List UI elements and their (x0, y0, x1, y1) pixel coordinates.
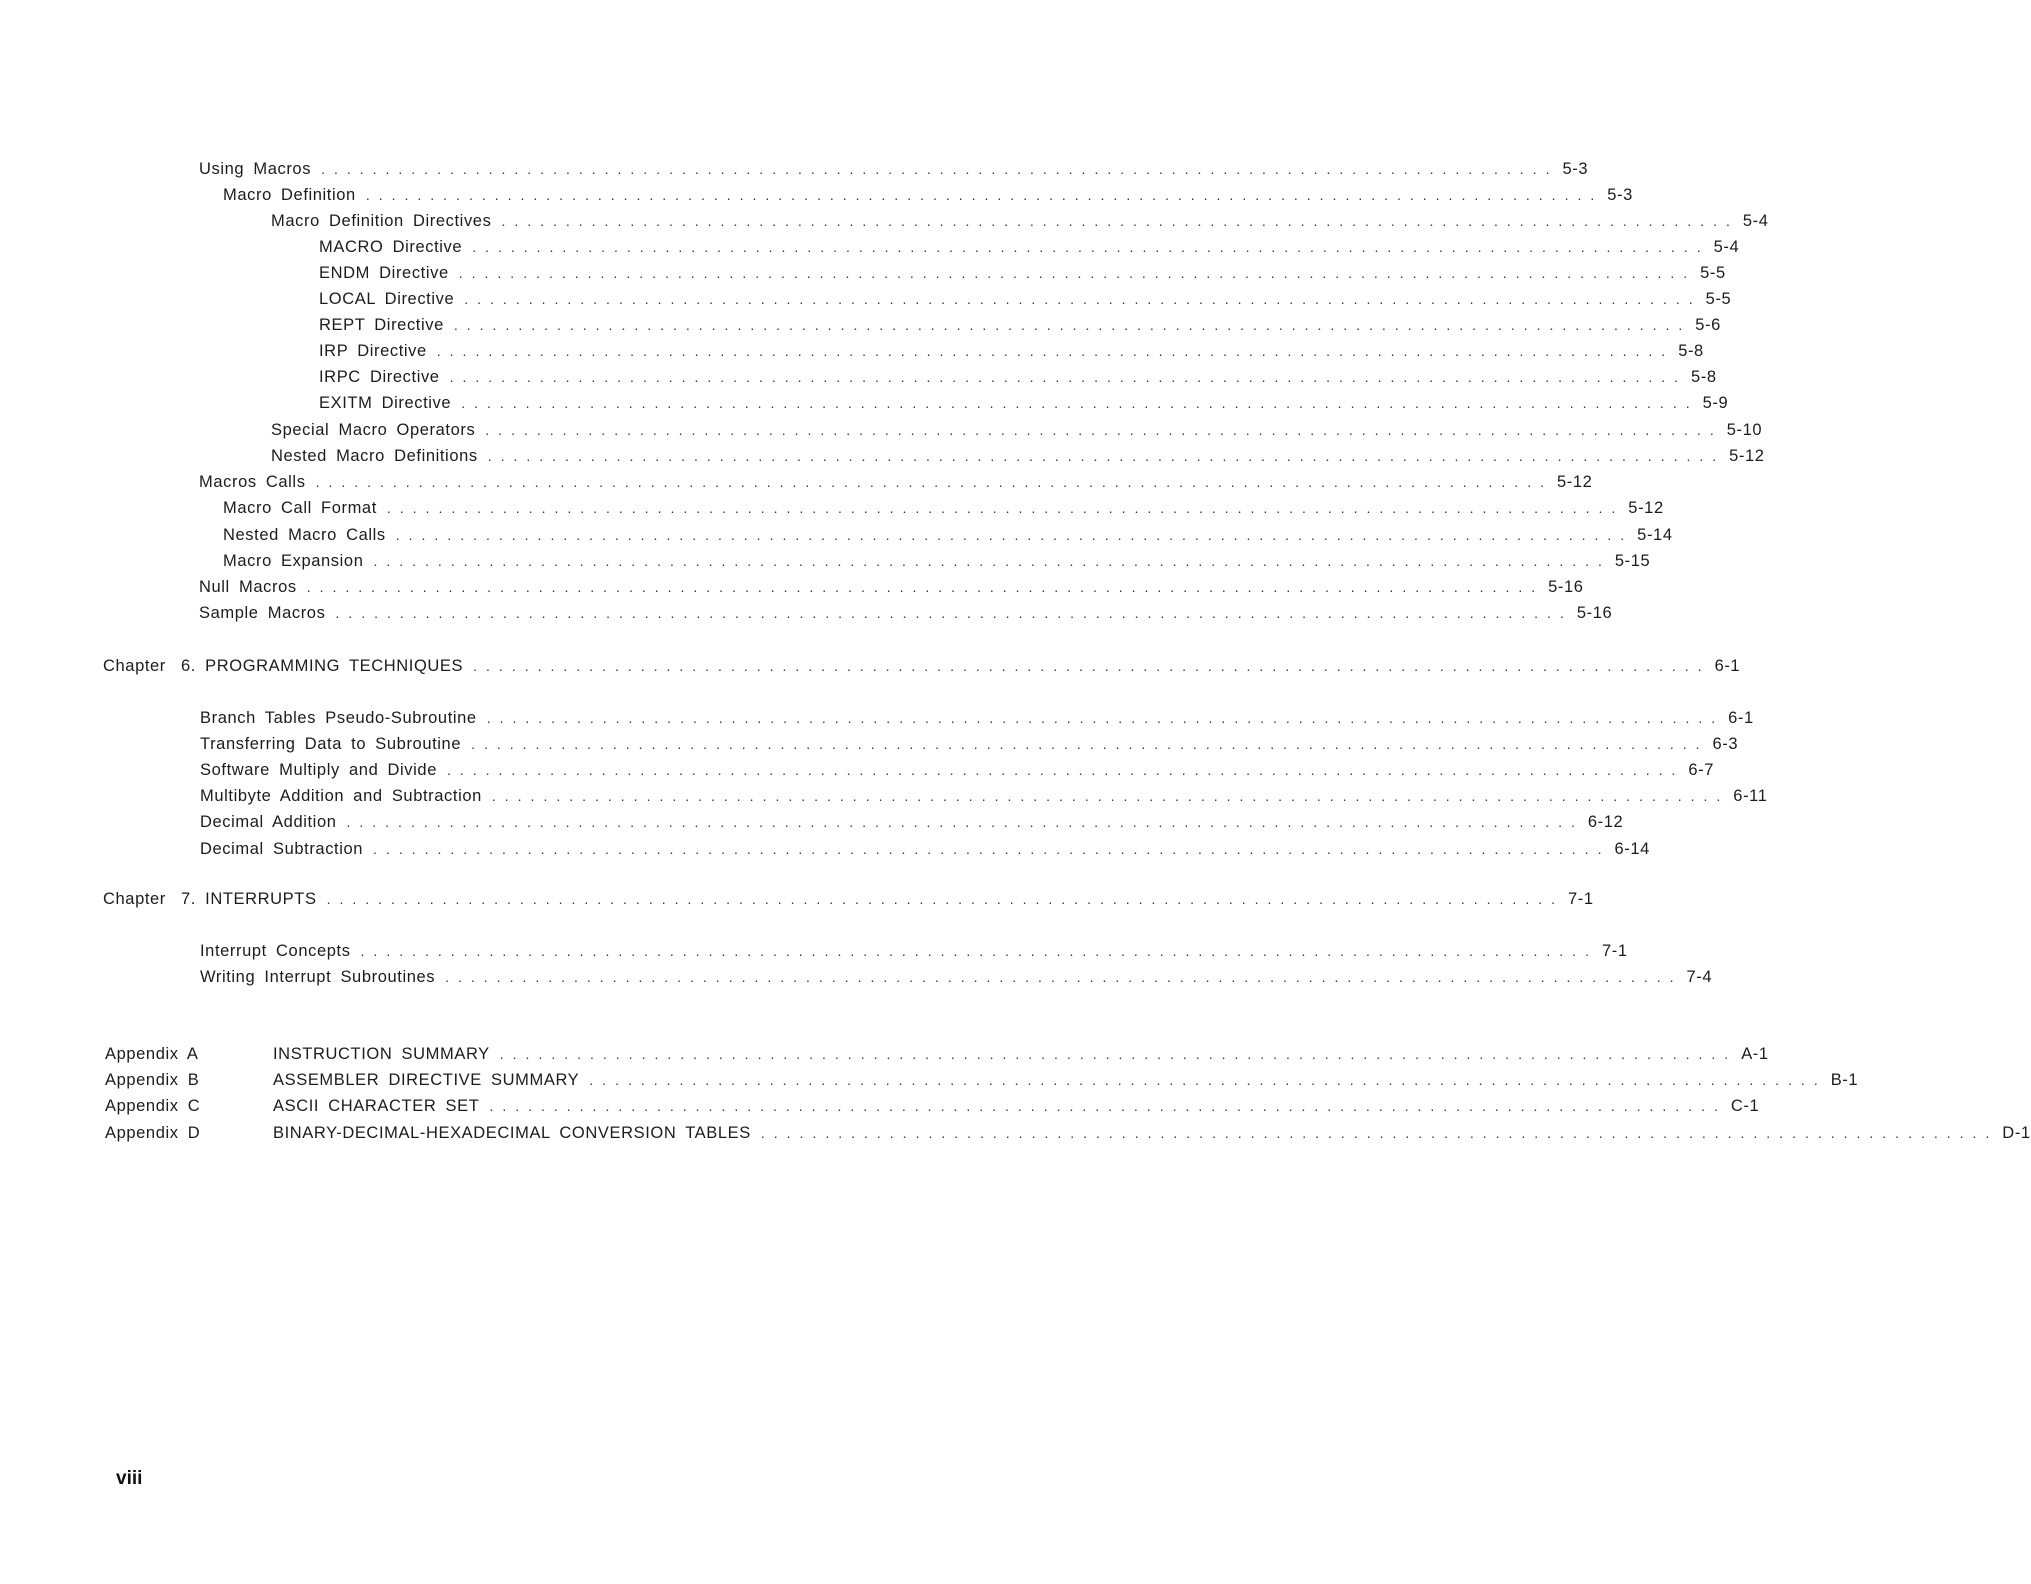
chapter-title: 6. PROGRAMMING TECHNIQUES (181, 657, 464, 675)
toc-entry-label: Multibyte Addition and Subtraction (200, 787, 482, 805)
toc-entry-label: Software Multiply and Divide (200, 761, 437, 779)
chapter-heading (103, 890, 1594, 914)
toc-entry-label: Macro Call Format (223, 499, 377, 517)
toc-entry-page: 7-4 (1686, 968, 1713, 986)
dot-leader: ................................................................................................ (365, 187, 1604, 203)
toc-entry-label: Branch Tables Pseudo-Subroutine (200, 709, 477, 727)
toc-entry-page: 6-14 (1614, 840, 1650, 858)
chapter-prefix: Chapter (103, 890, 166, 908)
dot-leader: ................................................................................................ (760, 1125, 1999, 1141)
dot-leader: ................................................................................................ (386, 500, 1625, 516)
chapter-page: 7-1 (1567, 890, 1594, 908)
toc-entry (319, 394, 1729, 418)
dot-leader: ................................................................................................ (472, 239, 1710, 255)
dot-leader: ................................................................................................ (449, 369, 1687, 385)
dot-leader: ................................................................................................ (446, 762, 1685, 778)
toc-entry (223, 552, 1651, 576)
toc-entry (200, 761, 1715, 785)
toc-entry (319, 290, 1732, 314)
appendix-prefix: Appendix D (105, 1124, 201, 1142)
toc-entry-page: 5-3 (1607, 186, 1633, 204)
dot-leader: ................................................................................................ (321, 161, 1559, 177)
toc-entry-page: 5-14 (1637, 526, 1673, 544)
toc-entry-page: 5-6 (1695, 316, 1721, 334)
toc-entry-label: Special Macro Operators (271, 421, 476, 439)
toc-entry (319, 316, 1721, 340)
chapter-prefix: Chapter (103, 657, 166, 675)
toc-entry-page: 6-1 (1728, 709, 1754, 727)
toc-entry-page: 5-12 (1556, 473, 1593, 491)
toc-entry (223, 499, 1664, 523)
dot-leader: ................................................................................................ (464, 291, 1702, 307)
dot-leader: ................................................................................................ (487, 448, 1726, 464)
toc-entry-page: 5-8 (1678, 342, 1704, 360)
toc-entry (199, 473, 1593, 497)
page-number: viii (116, 1468, 143, 1489)
toc-entry (319, 264, 1726, 288)
toc-entry-label: Nested Macro Definitions (271, 447, 478, 465)
dot-leader: ................................................................................................ (499, 1046, 1738, 1062)
toc-entry (319, 368, 1717, 392)
toc-entry-label: Sample Macros (199, 604, 326, 622)
toc-entry-page: 5-12 (1729, 447, 1765, 465)
toc-entry-label: REPT Directive (319, 316, 444, 334)
toc-entry-label: LOCAL Directive (319, 290, 455, 308)
toc-entry-label: EXITM Directive (319, 394, 452, 412)
appendix-page: B-1 (1830, 1071, 1859, 1089)
toc-entry-page: 5-5 (1700, 264, 1726, 282)
appendix-title: BINARY-DECIMAL-HEXADECIMAL CONVERSION TABLES (273, 1124, 751, 1142)
appendix-entry (105, 1097, 1760, 1121)
toc-entry-page: 5-16 (1548, 578, 1584, 596)
chapter-title: 7. INTERRUPTS (181, 890, 317, 908)
toc-entry-label: Macros Calls (199, 473, 306, 491)
toc-entry-page: 5-8 (1691, 368, 1717, 386)
dot-leader: ................................................................................................ (445, 969, 1683, 985)
toc-entry-page: 5-12 (1628, 499, 1664, 517)
toc-entry-label: Null Macros (199, 578, 297, 596)
toc-entry (199, 578, 1584, 602)
dot-leader: ................................................................................................ (453, 317, 1692, 333)
appendix-entry (105, 1071, 1859, 1095)
dot-leader: ................................................................................................ (473, 658, 1711, 674)
toc-entry (200, 787, 1768, 811)
toc-entry (199, 604, 1613, 628)
appendix-entry (105, 1124, 2031, 1148)
dot-leader: ................................................................................................ (360, 943, 1598, 959)
dot-leader: ................................................................................................ (373, 841, 1611, 857)
dot-leader: ................................................................................................ (589, 1072, 1827, 1088)
appendix-title: ASSEMBLER DIRECTIVE SUMMARY (273, 1071, 580, 1089)
appendix-page: A-1 (1741, 1045, 1769, 1063)
toc-entry-label: ENDM Directive (319, 264, 449, 282)
chapter-page: 6-1 (1714, 657, 1741, 675)
dot-leader: ................................................................................................ (491, 788, 1730, 804)
toc-entry (223, 186, 1633, 210)
dot-leader: ................................................................................................ (346, 814, 1584, 830)
toc-entry-label: Writing Interrupt Subroutines (200, 968, 436, 986)
toc-entry-page: 6-12 (1587, 813, 1624, 831)
toc-entry (200, 813, 1624, 837)
toc-entry-label: Decimal Addition (200, 813, 337, 831)
appendix-prefix: Appendix C (105, 1097, 201, 1115)
toc-entry (223, 526, 1673, 550)
dot-leader: ................................................................................................ (373, 553, 1611, 569)
toc-entry (271, 212, 1769, 236)
toc-entry-label: IRPC Directive (319, 368, 440, 386)
toc-entry (200, 942, 1628, 966)
toc-entry-page: 5-10 (1726, 421, 1763, 439)
appendix-prefix: Appendix B (105, 1071, 200, 1089)
toc-entry (319, 342, 1704, 366)
dot-leader: ................................................................................................ (335, 605, 1573, 621)
toc-entry-page: 6-7 (1688, 761, 1715, 779)
toc-entry-label: MACRO Directive (319, 238, 463, 256)
toc-entry (200, 968, 1713, 992)
toc-entry-page: 5-16 (1576, 604, 1613, 622)
toc-entry-label: Using Macros (199, 160, 312, 178)
dot-leader: ................................................................................................ (471, 736, 1709, 752)
dot-leader: ................................................................................................ (315, 474, 1553, 490)
toc-entry-label: Interrupt Concepts (200, 942, 351, 960)
toc-entry (271, 421, 1763, 445)
appendix-page: C-1 (1730, 1097, 1760, 1115)
toc-entry-label: Transferring Data to Subroutine (200, 735, 462, 753)
toc-entry (199, 160, 1589, 184)
toc-entry-label: IRP Directive (319, 342, 427, 360)
toc-entry-label: Nested Macro Calls (223, 526, 386, 544)
appendix-title: ASCII CHARACTER SET (273, 1097, 480, 1115)
toc-entry-page: 5-15 (1614, 552, 1651, 570)
toc-entry-label: Decimal Subtraction (200, 840, 364, 858)
dot-leader: ................................................................................................ (485, 422, 1723, 438)
toc-entry-label: Macro Definition Directives (271, 212, 492, 230)
dot-leader: ................................................................................................ (486, 710, 1725, 726)
toc-entry-page: 6-11 (1733, 787, 1768, 805)
toc-entry-label: Macro Expansion (223, 552, 364, 570)
dot-leader: ................................................................................................ (458, 265, 1697, 281)
toc-entry-page: 7-1 (1601, 942, 1628, 960)
dot-leader: ................................................................................................ (436, 343, 1675, 359)
toc-entry (200, 735, 1739, 759)
toc-entry (271, 447, 1765, 471)
toc-entry-label: Macro Definition (223, 186, 356, 204)
toc-entry-page: 5-5 (1705, 290, 1732, 308)
toc-entry (319, 238, 1740, 262)
appendix-prefix: Appendix A (105, 1045, 199, 1063)
appendix-title: INSTRUCTION SUMMARY (273, 1045, 490, 1063)
toc-entry-page: 5-3 (1562, 160, 1589, 178)
dot-leader: ................................................................................................ (489, 1098, 1727, 1114)
toc-entry-page: 5-4 (1742, 212, 1769, 230)
dot-leader: ................................................................................................ (306, 579, 1545, 595)
toc-entry (200, 840, 1650, 864)
toc-entry (200, 709, 1754, 733)
toc-entry-page: 6-3 (1712, 735, 1739, 753)
toc-entry-page: 5-9 (1702, 394, 1729, 412)
appendix-page: D-1 (2002, 1124, 2031, 1142)
toc-entry-page: 5-4 (1713, 238, 1740, 256)
dot-leader: ................................................................................................ (395, 527, 1634, 543)
dot-leader: ................................................................................................ (501, 213, 1739, 229)
appendix-entry (105, 1045, 1769, 1069)
chapter-heading (103, 657, 1741, 681)
dot-leader: ................................................................................................ (461, 395, 1699, 411)
dot-leader: ................................................................................................ (326, 891, 1564, 907)
